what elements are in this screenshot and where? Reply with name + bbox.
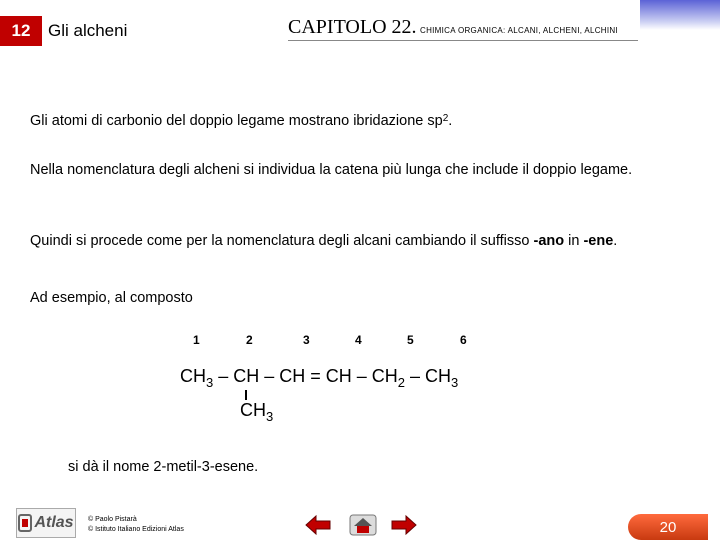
p3-end: .: [613, 233, 618, 249]
paragraph-example: Ad esempio, al composto: [30, 290, 193, 306]
atlas-logo-icon: [18, 514, 32, 532]
p3-start: Quindi si procede come per la nomenclatura degli alcani cambiando il suffisso: [30, 233, 534, 249]
arrow-right-icon: [390, 514, 418, 536]
suffix-ene: -ene: [583, 233, 614, 249]
p1-end: .: [448, 113, 453, 129]
paragraph-hybridization: [30, 112, 452, 130]
paragraph-name: si dà il nome 2-metil-3-esene.: [68, 459, 259, 475]
carbon-number-2: 2: [246, 333, 253, 347]
carbon-number-1: 1: [193, 333, 200, 347]
suffix-ano: -ano: [533, 233, 565, 249]
credit-publisher: © Istituto Italiano Edizioni Atlas: [88, 526, 184, 533]
branch-sub: 3: [266, 409, 274, 424]
chapter-subtitle: CHIMICA ORGANICA: ALCANI, ALCHENI, ALCHINI: [420, 26, 618, 35]
atlas-logo-text: Atlas: [34, 514, 74, 531]
p3-mid: in: [564, 233, 584, 249]
formula-chain-middle: – CH – CH = CH – CH: [213, 366, 398, 386]
page-number-badge: 20: [628, 514, 708, 540]
arrow-left-icon: [304, 514, 332, 536]
home-icon: [349, 514, 377, 536]
paragraph-suffix: [30, 232, 617, 250]
carbon-number-6: 6: [460, 333, 467, 347]
prev-button[interactable]: [304, 514, 332, 536]
chapter-label: CAPITOLO 22.: [288, 16, 417, 38]
formula-sub-first: 3: [206, 375, 214, 390]
chapter-number-badge: 12: [0, 16, 42, 46]
credit-author: © Paolo Pistarà: [88, 516, 137, 523]
methyl-branch: [240, 400, 274, 424]
branch-ch: CH: [240, 400, 266, 420]
atlas-logo: [16, 508, 76, 538]
carbon-number-3: 3: [303, 333, 310, 347]
header-gradient-decoration: [640, 0, 720, 30]
formula-sub-middle: 2: [397, 375, 406, 390]
structural-formula: [180, 366, 459, 390]
formula-ch3-first: CH: [180, 366, 206, 386]
slide-header: [0, 0, 720, 50]
next-button[interactable]: [390, 514, 418, 536]
carbon-number-5: 5: [407, 333, 414, 347]
p1-text: Gli atomi di carbonio del doppio legame mostrano ibridazione sp: [30, 113, 443, 129]
carbon-number-4: 4: [355, 333, 362, 347]
header-divider: [288, 40, 638, 41]
formula-ch3-last: – CH: [405, 366, 452, 386]
formula-sub-last: 3: [451, 375, 459, 390]
section-title: Gli alcheni: [48, 21, 128, 40]
methyl-bond-line: [245, 390, 247, 400]
paragraph-nomenclature: Nella nomenclatura degli alcheni si individua la catena più lunga che include il doppio legame.: [30, 162, 633, 178]
p1-superscript: 2: [442, 113, 449, 124]
home-button[interactable]: [349, 514, 377, 536]
